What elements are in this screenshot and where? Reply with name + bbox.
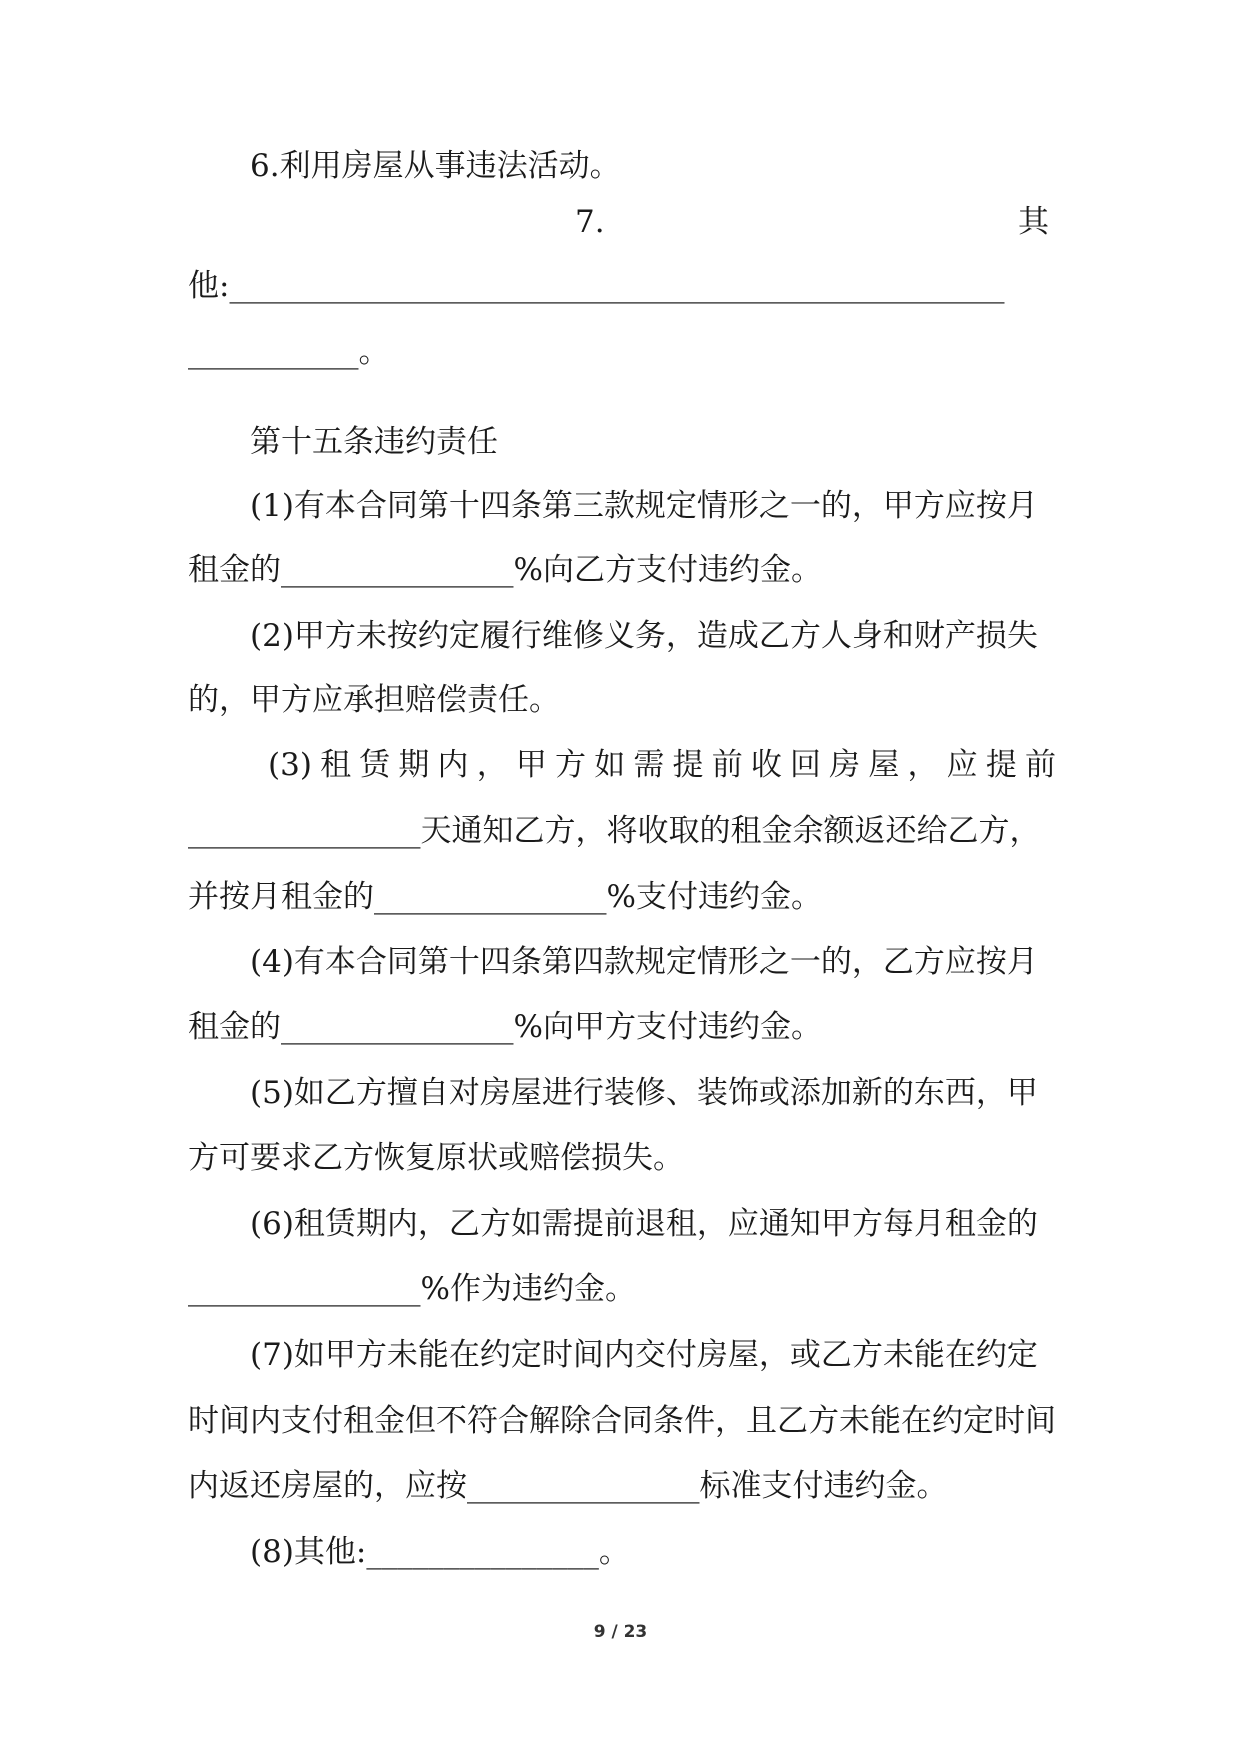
text-line-14: 租金的_______________%向甲方支付违约金。 [188,1009,822,1045]
text-line-8: (2)甲方未按约定履行维修义务，造成乙方人身和财产损失 [250,618,1038,654]
text-line-6: (1)有本合同第十四条第三款规定情形之一的，甲方应按月 [250,488,1038,524]
text-line-17: (6)租赁期内，乙方如需提前退租，应通知甲方每月租金的 [250,1206,1038,1242]
text-line-3: 他:__________________________________________________ [188,268,1005,304]
text-line-4: ___________。 [188,334,390,370]
text-line-18: _______________%作为违约金。 [188,1271,636,1307]
text-line-21: 内返还房屋的，应按_______________标准支付违约金。 [188,1468,948,1504]
text-line-2b: 其 [1018,204,1049,240]
text-line-12: 并按月租金的_______________%支付违约金。 [188,879,822,915]
text-line-22: (8)其他:_______________。 [250,1534,630,1570]
text-line-19: (7)如甲方未能在约定时间内交付房屋，或乙方未能在约定 [250,1337,1038,1373]
text-line-15: (5)如乙方擅自对房屋进行装修、装饰或添加新的东西，甲 [250,1075,1038,1111]
section-heading: 第十五条违约责任 [250,424,498,460]
text-line-20: 时间内支付租金但不符合解除合同条件，且乙方未能在约定时间 [188,1403,1056,1439]
text-line-13: (4)有本合同第十四条第四款规定情形之一的，乙方应按月 [250,944,1038,980]
text-line-9: 的，甲方应承担赔偿责任。 [188,682,560,718]
text-line-1: 6.利用房屋从事违法活动。 [250,148,621,184]
page-number: 9 / 23 [593,1622,648,1642]
text-line-2a: 7. [575,204,605,240]
text-line-10: (3)租赁期内，甲方如需提前收回房屋，应提前 [268,747,1056,783]
text-line-16: 方可要求乙方恢复原状或赔偿损失。 [188,1140,684,1176]
text-line-11: _______________天通知乙方，将收取的租金余额返还给乙方， [188,813,1041,849]
text-line-7: 租金的_______________%向乙方支付违约金。 [188,552,822,588]
